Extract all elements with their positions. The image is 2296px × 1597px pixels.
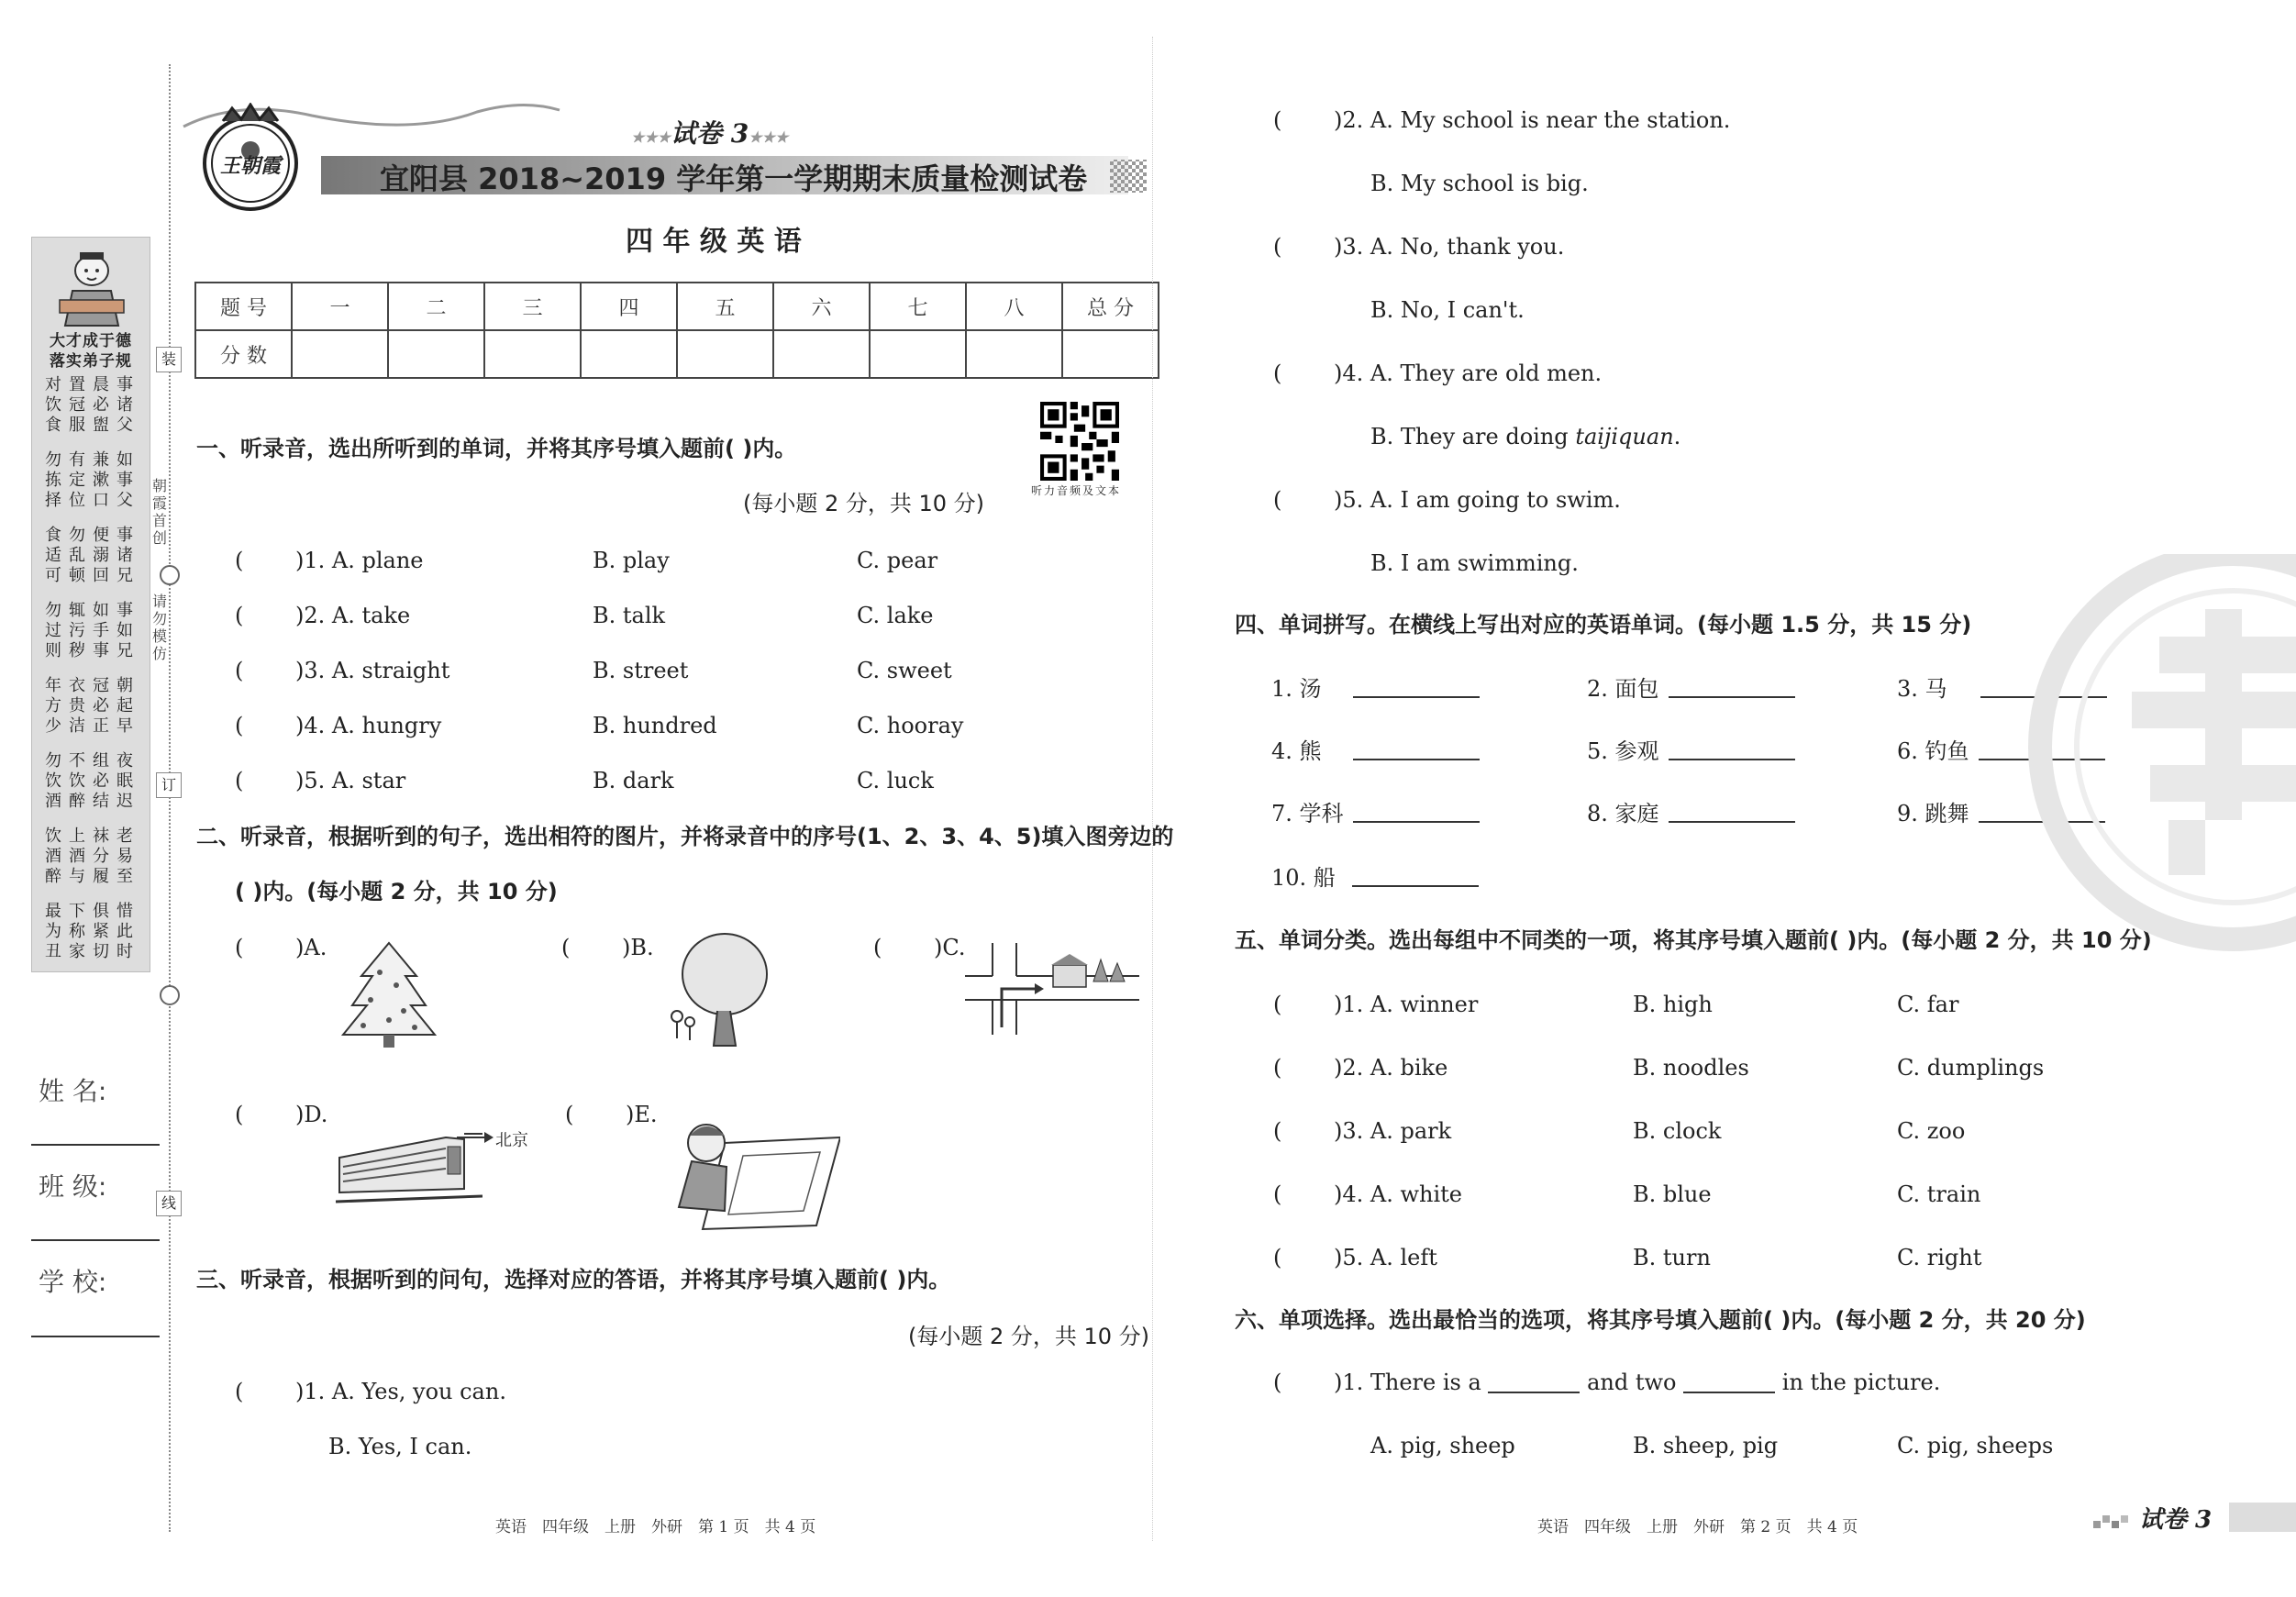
score-cell[interactable] [773, 330, 870, 378]
section3-title: 三、听录音，根据听到的问句，选择对应的答语，并将其序号填入题前( )内。 [196, 1267, 951, 1292]
score-row-label: 分 数 [195, 330, 292, 378]
s3-q1: ( )1. A. Yes, you can. [235, 1379, 506, 1404]
s1-row-4: ( )4. A. hungry [235, 713, 442, 738]
s5-row-4: ( )4. A. white [1273, 1181, 1463, 1207]
s1-option-c: C. lake [857, 603, 934, 628]
s5-option-b: B. blue [1633, 1181, 1712, 1207]
poem-column: 如事父 [116, 450, 133, 510]
score-cell[interactable] [292, 330, 388, 378]
spelling-item: 3. 马 [1897, 675, 2107, 703]
poem-column: 不饮醉 [69, 751, 85, 811]
spelling-item: 4. 熊 [1271, 738, 1480, 765]
answer-paren[interactable]: ( [235, 935, 244, 960]
score-header-cell: 六 [773, 283, 870, 330]
s1-option-c: C. hooray [857, 713, 964, 738]
s1-option-b: B. hundred [593, 713, 717, 738]
s5-row-3: ( )3. A. park [1273, 1118, 1452, 1144]
answer-paren[interactable]: ( [235, 713, 244, 738]
s5-option-c: C. dumplings [1897, 1055, 2045, 1081]
spelling-item: 7. 学科 [1271, 800, 1480, 827]
s3-q4-option-b: B. They are doing taijiquan. [1370, 424, 1681, 449]
s5-option-b: B. high [1633, 992, 1713, 1017]
answer-paren[interactable]: ( [1273, 1118, 1282, 1144]
answer-line[interactable] [1669, 801, 1795, 823]
poem-column: 勿拣择 [45, 450, 61, 510]
boy-drawing-icon [670, 1115, 840, 1231]
poem-column: 晨必盥 [93, 375, 109, 435]
sidebar-header-2: 落实弟子规 [50, 352, 132, 371]
answer-line[interactable] [1488, 1371, 1580, 1393]
spelling-item: 6. 钓鱼 [1897, 738, 2105, 765]
sidebar-header-1: 大才成于德 [50, 332, 132, 350]
poem-column: 置冠服 [69, 375, 85, 435]
poem-column: 事诸兄 [116, 526, 133, 585]
s1-option-b: B. play [593, 548, 670, 573]
answer-line[interactable] [1353, 676, 1480, 698]
poem-column: 辄污秽 [69, 601, 85, 660]
subject-title: 四 年 级 英 语 [626, 226, 802, 258]
binding-hole-2 [160, 985, 180, 1005]
score-cell[interactable] [966, 330, 1062, 378]
score-header-cell: 八 [966, 283, 1062, 330]
section1-score: (每小题 2 分，共 10 分) [743, 491, 985, 516]
score-header-cell: 二 [388, 283, 484, 330]
poem-column: 夜眠迟 [116, 751, 133, 811]
poem-column: 勿过则 [45, 601, 61, 660]
answer-line[interactable] [1683, 1371, 1775, 1393]
binding-mark-2: 订 [156, 772, 182, 798]
page-divider [1152, 37, 1153, 1541]
s5-option-b: B. noodles [1633, 1055, 1749, 1081]
s5-row-5: ( )5. A. left [1273, 1245, 1437, 1270]
answer-paren[interactable]: ( [561, 935, 571, 960]
spelling-item: 5. 参观 [1587, 738, 1795, 765]
section2-title-cont: ( )内。(每小题 2 分，共 10 分) [235, 879, 558, 904]
answer-paren[interactable]: ( [1273, 234, 1282, 260]
s5-option-c: C. train [1897, 1181, 1981, 1207]
corner-dots-icon [2093, 1512, 2134, 1530]
s1-option-c: C. pear [857, 548, 938, 573]
poem-column: 勿乱顿 [69, 526, 85, 585]
answer-paren[interactable]: ( [1273, 1181, 1282, 1207]
badge-stars-left: ★★★ [631, 128, 671, 146]
s1-option-b: B. dark [593, 768, 674, 793]
score-cell[interactable] [388, 330, 484, 378]
spelling-item: 2. 面包 [1587, 675, 1795, 703]
s3-q4: ( )4. A. They are old men. [1273, 360, 1603, 386]
score-cell[interactable] [581, 330, 677, 378]
poem-column: 事如兄 [116, 601, 133, 660]
section4-title: 四、单词拼写。在横线上写出对应的英语单词。(每小题 1.5 分，共 15 分) [1235, 612, 1972, 638]
answer-paren[interactable]: ( [235, 1379, 244, 1404]
s1-option-b: B. street [593, 658, 689, 683]
poem-column: 饮酒醉 [45, 826, 61, 886]
answer-paren[interactable]: ( [873, 935, 882, 960]
answer-line[interactable] [1669, 738, 1795, 760]
s3-q3-option-b: B. No, I can't. [1370, 297, 1525, 323]
poem-column: 袜分履 [93, 826, 109, 886]
s6-option-c: C. pig, sheeps [1897, 1433, 2054, 1458]
answer-paren[interactable]: ( [235, 1102, 244, 1127]
s3-q2: ( )2. A. My school is near the station. [1273, 107, 1731, 133]
answer-paren[interactable]: ( [1273, 360, 1282, 386]
score-cell[interactable] [677, 330, 773, 378]
section5-title: 五、单词分类。选出每组中不同类的一项，将其序号填入题前( )内。(每小题 2 分，共 10 分) [1235, 927, 2152, 953]
s5-row-1: ( )1. A. winner [1273, 992, 1479, 1017]
spelling-item: 1. 汤 [1271, 675, 1480, 703]
qr-code[interactable] [1040, 402, 1119, 481]
answer-line[interactable] [1352, 865, 1479, 887]
poem-column: 勿饮酒 [45, 751, 61, 811]
answer-paren[interactable]: ( [235, 658, 244, 683]
score-cell[interactable] [870, 330, 966, 378]
s6-option-a: A. pig, sheep [1370, 1433, 1515, 1458]
score-header-cell: 总 分 [1062, 283, 1159, 330]
logo-text: 王朝霞 [219, 154, 281, 178]
poem-column: 朝起早 [116, 676, 133, 736]
s6-option-b: B. sheep, pig [1633, 1433, 1779, 1458]
binding-text-2: 请勿模仿 [152, 593, 168, 662]
score-header-cell: 三 [484, 283, 581, 330]
s5-row-2: ( )2. A. bike [1273, 1055, 1448, 1081]
corner-badge [2093, 1499, 2296, 1536]
class-label: 班 级: [39, 1171, 107, 1202]
spelling-item: 10. 船 [1271, 864, 1479, 892]
picture-label-b: ( )B. [561, 935, 654, 960]
poem-column: 组必结 [93, 751, 109, 811]
score-header-cell: 四 [581, 283, 677, 330]
score-header-row [195, 283, 1159, 330]
answer-paren[interactable]: ( [1273, 1245, 1282, 1270]
score-value-row [195, 330, 1159, 378]
poem-column: 有定位 [69, 450, 85, 510]
poem-column: 衣贵洁 [69, 676, 85, 736]
scholar-icon [52, 245, 131, 327]
poem-column: 事诸父 [116, 375, 133, 435]
score-header-cell: 五 [677, 283, 773, 330]
binding-mark-1: 装 [156, 347, 182, 372]
answer-paren[interactable]: ( [235, 768, 244, 793]
s1-option-c: C. sweet [857, 658, 952, 683]
answer-line[interactable] [1669, 676, 1795, 698]
answer-paren[interactable]: ( [565, 1102, 574, 1127]
poem-column: 便溺回 [93, 526, 109, 585]
section1-title: 一、听录音，选出所听到的单词，并将其序号填入题前( )内。 [196, 436, 797, 461]
name-field[interactable] [31, 1144, 160, 1146]
answer-paren[interactable]: ( [1273, 992, 1282, 1017]
spelling-item: 9. 跳舞 [1897, 800, 2105, 827]
picture-label-c: ( )C. [873, 935, 966, 960]
s6-q1: ( )1. There is a and two in the picture. [1273, 1370, 1941, 1395]
poem-column: 俱紧切 [93, 902, 109, 961]
picture-label-a: ( )A. [235, 935, 327, 960]
arrow-icon [457, 1130, 494, 1145]
street-map-icon [965, 943, 1139, 1035]
s5-option-b: B. clock [1633, 1118, 1722, 1144]
s1-option-c: C. luck [857, 768, 934, 793]
poem-column: 兼漱口 [93, 450, 109, 510]
spelling-item: 8. 家庭 [1587, 800, 1795, 827]
poem-column: 上酒与 [69, 826, 85, 886]
score-header-cell: 一 [292, 283, 388, 330]
class-field[interactable] [31, 1239, 160, 1241]
watermark-stamp-icon [2022, 554, 2296, 958]
poem-column: 老易至 [116, 826, 133, 886]
sidebar-panel [31, 237, 150, 972]
s3-q2-option-b: B. My school is big. [1370, 171, 1589, 196]
score-header-cell: 题 号 [195, 283, 292, 330]
poem-column: 对饮食 [45, 375, 61, 435]
poem-column: 食适可 [45, 526, 61, 585]
poem-column: 如手事 [93, 601, 109, 660]
answer-paren[interactable]: ( [1273, 1055, 1282, 1081]
poem-column: 冠必正 [93, 676, 109, 736]
tree-icon [664, 930, 774, 1049]
name-label: 姓 名: [39, 1076, 107, 1106]
s1-row-3: ( )3. A. straight [235, 658, 450, 683]
s1-row-1: ( )1. A. plane [235, 548, 424, 573]
s1-row-5: ( )5. A. star [235, 768, 406, 793]
answer-paren[interactable]: ( [235, 603, 244, 628]
answer-paren[interactable]: ( [1273, 487, 1282, 513]
s5-option-c: C. far [1897, 992, 1959, 1017]
answer-paren[interactable]: ( [235, 548, 244, 573]
score-cell[interactable] [484, 330, 581, 378]
badge-stars-right: ★★★ [749, 128, 789, 146]
s5-option-c: C. right [1897, 1245, 1982, 1270]
footer-right: 英语 四年级 上册 外研 第 2 页 共 4 页 [1537, 1518, 1858, 1536]
section3-score: (每小题 2 分，共 10 分) [908, 1324, 1150, 1349]
answer-line[interactable] [1353, 738, 1480, 760]
poem-column: 下称家 [69, 902, 85, 961]
score-cell[interactable] [1062, 330, 1159, 378]
poem-column: 最为丑 [45, 902, 61, 961]
s1-option-b: B. talk [593, 603, 666, 628]
binding-hole-1 [160, 565, 180, 585]
poem-column: 惜此时 [116, 902, 133, 961]
section6-title: 六、单项选择。选出最恰当的选项，将其序号填入题前( )内。(每小题 2 分，共 20 分) [1235, 1307, 2086, 1333]
exam-badge: ★★★试卷 3★★★ [631, 118, 789, 149]
s3-q1-option-b: B. Yes, I can. [328, 1434, 472, 1459]
binding-dotted-line [169, 64, 171, 1532]
s3-q5: ( )5. A. I am going to swim. [1273, 487, 1621, 513]
binding-mark-3: 线 [156, 1191, 182, 1216]
corner-badge-bar [2229, 1503, 2296, 1532]
corner-badge-text: 试卷 3 [2139, 1506, 2213, 1534]
answer-paren[interactable]: ( [1273, 107, 1282, 133]
poem-column: 年方少 [45, 676, 61, 736]
binding-text-1: 朝霞首创 [152, 477, 168, 547]
s3-q3: ( )3. A. No, thank you. [1273, 234, 1565, 260]
school-label: 学 校: [39, 1267, 107, 1297]
exam-title: 宜阳县 2018~2019 学年第一学期期末质量检测试卷 [380, 161, 1088, 196]
s1-row-2: ( )2. A. take [235, 603, 411, 628]
christmas-tree-icon [334, 939, 444, 1049]
qr-caption: 听力音频及文本 [1031, 484, 1122, 497]
s5-option-b: B. turn [1633, 1245, 1711, 1270]
picture-label-d: ( )D. [235, 1102, 328, 1127]
section2-title: 二、听录音，根据听到的句子，选出相符的图片，并将录音中的序号(1、2、3、4、5)填入图旁边的 [196, 824, 1174, 849]
s5-option-c: C. zoo [1897, 1118, 1966, 1144]
footer-left: 英语 四年级 上册 外研 第 1 页 共 4 页 [495, 1518, 816, 1536]
score-table [194, 282, 1159, 379]
picture-label-e: ( )E. [565, 1102, 658, 1127]
s3-q5-option-b: B. I am swimming. [1370, 550, 1579, 576]
answer-paren[interactable]: ( [1273, 1370, 1282, 1395]
beijing-label: 北京 [495, 1131, 528, 1150]
score-header-cell: 七 [870, 283, 966, 330]
answer-line[interactable] [1353, 801, 1480, 823]
school-field[interactable] [31, 1336, 160, 1337]
